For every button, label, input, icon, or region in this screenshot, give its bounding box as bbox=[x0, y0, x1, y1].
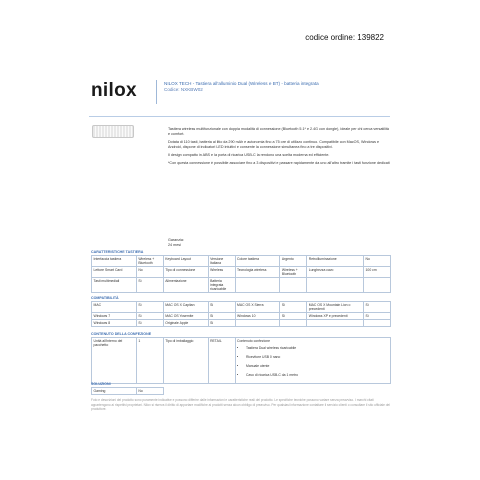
table-cell bbox=[307, 320, 364, 327]
product-title-block bbox=[164, 81, 384, 93]
table-row bbox=[92, 256, 391, 267]
table-row bbox=[92, 267, 391, 278]
table-cell: Lettore Smart Card bbox=[92, 267, 137, 278]
table-cell: Sì bbox=[364, 313, 391, 320]
table-cell: Keyboard Layout bbox=[163, 256, 208, 267]
table-cell: Sì bbox=[364, 302, 391, 313]
description-paragraph: *Con questa connessione è possibile associare fino a 3 dispositivi e passare rapidamente da uno all'altro tramite i tasti funzione dedicati bbox=[168, 161, 390, 165]
table-row bbox=[92, 313, 391, 320]
list-item: • Tastiera Dual wireless ricaricabile bbox=[246, 346, 389, 350]
table-cell: Wireless + Bluetooth bbox=[136, 256, 163, 267]
solutions-table bbox=[91, 387, 391, 395]
table-cell bbox=[364, 278, 391, 293]
compat-table bbox=[91, 301, 391, 327]
description-paragraph: Dotata di 110 tasti, batteria al litio da 290 mAh e autonomia fino a 75 ore di utilizzo continuo. Compatibile con MacOS, Windows e Android, dispone di indicatori LED intuitivi e consente la connessione simultanea fino a tre dispositivi. bbox=[168, 140, 380, 149]
list-item: • Cavo di ricarica USB-C da 1 metro bbox=[246, 373, 389, 377]
section-title-solutions: SOLUZIONI bbox=[91, 382, 111, 386]
table-row bbox=[92, 388, 392, 395]
table-cell: Sì bbox=[136, 320, 163, 327]
table-cell: Sì bbox=[208, 320, 235, 327]
table-cell bbox=[235, 338, 391, 384]
list-item: • Ricevitore USB 0 nano bbox=[246, 355, 389, 359]
table-cell: 1 bbox=[136, 338, 163, 384]
features-table bbox=[91, 255, 391, 293]
table-cell: Windows 10 bbox=[235, 313, 280, 320]
nilox-logo: nilox bbox=[91, 80, 137, 101]
table-cell: No bbox=[364, 256, 391, 267]
warranty-label: Garanzia: bbox=[168, 238, 184, 242]
product-title: NILOX TECH - Tastiera all'alluminio Dual (Wireless e BT) - batteria integrata bbox=[164, 81, 319, 86]
table-row bbox=[92, 302, 391, 313]
table-cell: Tipo di connessione bbox=[163, 267, 208, 278]
table-cell: Sì bbox=[280, 313, 307, 320]
contents-label: Contenuto confezione bbox=[237, 339, 270, 343]
table-cell bbox=[235, 320, 280, 327]
table-cell: Sì bbox=[280, 302, 307, 313]
table-cell: Tipo di imballaggio bbox=[163, 338, 208, 384]
table-cell: Gaming bbox=[92, 388, 137, 395]
table-cell: Sì bbox=[136, 278, 163, 293]
section-title-box: CONTENUTO DELLA CONFEZIONE bbox=[91, 332, 152, 336]
table-cell: No bbox=[136, 388, 163, 395]
order-code: codice ordine: 139822 bbox=[305, 33, 384, 42]
warranty bbox=[168, 238, 184, 248]
table-cell: Colore tastiera bbox=[235, 256, 280, 267]
table-cell: Windows 8 bbox=[92, 320, 137, 327]
table-cell: Windows XP e precedenti bbox=[307, 313, 364, 320]
keyboard-image bbox=[92, 125, 134, 138]
table-cell: RETAIL bbox=[208, 338, 235, 384]
table-cell: Retroilluminazione bbox=[307, 256, 364, 267]
description-paragraph: Il design compatto in ABS e la porta di ricarica USB-C la rendono una scelta moderna ed efficiente. bbox=[168, 153, 330, 157]
table-cell bbox=[364, 320, 391, 327]
table-cell: 100 cm bbox=[364, 267, 391, 278]
table-cell bbox=[235, 278, 280, 293]
table-cell: MAC OS X Mountain Lion o precedenti bbox=[307, 302, 364, 313]
header-rule bbox=[89, 116, 390, 117]
table-cell: No bbox=[136, 267, 163, 278]
contents-list bbox=[237, 346, 389, 377]
disclaimer: Foto e descrizioni del prodotto sono puramente indicative e possono differire dalle informazioni e caratteristiche reali del prodotto. Le specifiche tecniche possono variare senza preavviso. I marchi citati appartengono ai rispettivi proprietari. Nilox si riserva il diritto di apportare modifiche ai prodotti senza alcun obbligo di preavviso. Per qualsiasi informazione contattare il servizio clienti o consultare il sito ufficiale del produttore. bbox=[91, 398, 391, 412]
table-cell: Unità all'interno del pacchetto bbox=[92, 338, 137, 384]
table-cell: Sì bbox=[136, 313, 163, 320]
table-cell: Sì bbox=[208, 302, 235, 313]
table-cell: Wireless bbox=[208, 267, 235, 278]
table-cell: Originale Apple bbox=[163, 320, 208, 327]
table-cell bbox=[280, 320, 307, 327]
product-description bbox=[168, 127, 390, 169]
table-cell: MAC OS X Capitan bbox=[163, 302, 208, 313]
table-cell: Sì bbox=[136, 302, 163, 313]
table-cell: Versione Italiana bbox=[208, 256, 235, 267]
section-title-compat: COMPATIBILITÀ bbox=[91, 296, 119, 300]
table-cell: Batteria integrata ricaricabile bbox=[208, 278, 235, 293]
table-cell: Sì bbox=[208, 313, 235, 320]
table-cell: MAC OS X Sierra bbox=[235, 302, 280, 313]
table-cell: MAC bbox=[92, 302, 137, 313]
table-cell: Tasti multimediali bbox=[92, 278, 137, 293]
table-cell: Interfaccia tastiera bbox=[92, 256, 137, 267]
product-code: Codice: NXKBW02 bbox=[164, 87, 203, 92]
table-cell: Alimentazione bbox=[163, 278, 208, 293]
table-cell: Windows 7 bbox=[92, 313, 137, 320]
table-cell bbox=[163, 388, 391, 395]
table-cell: Tecnologia wireless bbox=[235, 267, 280, 278]
list-item: • Manuale utente bbox=[246, 364, 389, 368]
section-title-features: CARATTERISTICHE TASTIERA bbox=[91, 250, 144, 254]
header-divider bbox=[156, 80, 157, 104]
table-cell bbox=[280, 278, 307, 293]
table-cell bbox=[307, 278, 364, 293]
description-paragraph: Tastiera wireless multifunzionale con doppia modalità di connessione (Bluetooth 5.1* e 2.4G con dongle), ideale per chi cerca versatilità e comfort. bbox=[168, 127, 389, 136]
table-row bbox=[92, 338, 391, 384]
table-row bbox=[92, 278, 391, 293]
table-cell: MAC OS Yosemite bbox=[163, 313, 208, 320]
table-row bbox=[92, 320, 391, 327]
table-cell: Lunghezza cavo bbox=[307, 267, 364, 278]
warranty-value: 24 mesi bbox=[168, 243, 181, 247]
table-cell: Wireless + Bluetooth bbox=[280, 267, 307, 278]
table-cell: Argento bbox=[280, 256, 307, 267]
box-table bbox=[91, 337, 391, 384]
